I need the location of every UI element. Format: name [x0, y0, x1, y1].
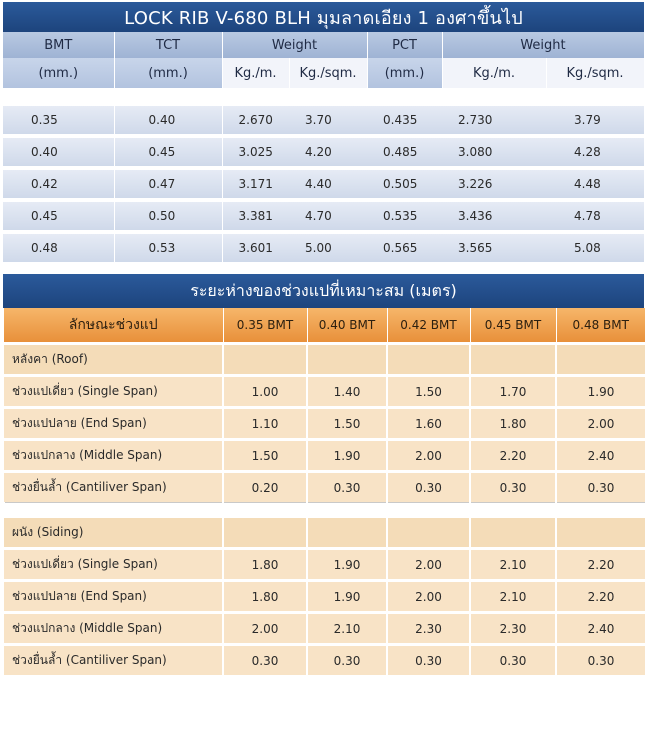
kg-per-m-value: 2.670 — [222, 104, 289, 136]
span-value: 2.20 — [470, 440, 556, 472]
bmt-column-header: 0.35 BMT — [223, 308, 307, 344]
kg-per-m-value: 3.436 — [442, 200, 546, 232]
span-type-label: ช่วงแปปลาย (End Span) — [4, 408, 223, 440]
kg-per-m-value: 2.730 — [442, 104, 546, 136]
pct-value: 0.535 — [367, 200, 442, 232]
table-row — [4, 472, 645, 503]
roof-section-label: หลังคา (Roof) — [4, 344, 223, 376]
bmt-column-header: 0.42 BMT — [387, 308, 470, 344]
span-value: 2.00 — [223, 613, 307, 645]
tct-value: 0.50 — [114, 200, 222, 232]
span-value: 1.70 — [470, 376, 556, 408]
table-row — [3, 232, 644, 262]
span-value: 1.00 — [223, 376, 307, 408]
kg-per-m-value: 3.565 — [442, 232, 546, 262]
kg-per-m-value: 3.226 — [442, 168, 546, 200]
tct-value: 0.47 — [114, 168, 222, 200]
table-row — [3, 104, 644, 136]
span-value: 2.20 — [556, 581, 645, 613]
bmt-value: 0.35 — [3, 104, 114, 136]
kg-per-sqm-value: 4.48 — [546, 168, 644, 200]
section-divider — [4, 503, 645, 517]
kg-per-m-value: 3.381 — [222, 200, 289, 232]
roof-section-row — [4, 344, 645, 376]
span-value: 2.30 — [470, 613, 556, 645]
weight-header: Weight — [222, 32, 367, 58]
spec-sheet — [3, 2, 644, 675]
empty-cell — [307, 344, 387, 376]
empty-cell — [556, 344, 645, 376]
span-type-label: ช่วงแปเดี่ยว (Single Span) — [4, 376, 223, 408]
span-value: 0.30 — [223, 645, 307, 676]
pct-value: 0.485 — [367, 136, 442, 168]
span-value: 1.80 — [223, 581, 307, 613]
span-value: 1.60 — [387, 408, 470, 440]
weight-table — [3, 2, 645, 274]
span-value: 2.00 — [387, 440, 470, 472]
bmt-value: 0.40 — [3, 136, 114, 168]
span-type-label: ช่วงแปกลาง (Middle Span) — [4, 440, 223, 472]
span-value: 2.10 — [470, 549, 556, 581]
kg-per-sqm-value: 3.79 — [546, 104, 644, 136]
bmt-column-header: 0.45 BMT — [470, 308, 556, 344]
tct-value: 0.40 — [114, 104, 222, 136]
span-value: 0.30 — [307, 472, 387, 503]
span-value: 2.30 — [387, 613, 470, 645]
kg-per-sqm-value: 4.40 — [289, 168, 367, 200]
table-row — [4, 549, 645, 581]
bmt-header: BMT — [3, 32, 114, 58]
span-value: 2.40 — [556, 440, 645, 472]
span-table-title: ระยะห่างของช่วงแปที่เหมาะสม (เมตร) — [3, 274, 644, 308]
table-row — [3, 200, 644, 232]
span-value: 0.30 — [387, 472, 470, 503]
kg-per-sqm-value: 3.70 — [289, 104, 367, 136]
table-row — [4, 613, 645, 645]
empty-cell — [387, 517, 470, 549]
span-value: 1.90 — [307, 581, 387, 613]
empty-cell — [223, 517, 307, 549]
span-value: 2.40 — [556, 613, 645, 645]
table-row — [3, 136, 644, 168]
kg-per-sqm-header: Kg./sqm. — [546, 58, 644, 88]
span-value: 1.40 — [307, 376, 387, 408]
span-type-label: ช่วงแปเดี่ยว (Single Span) — [4, 549, 223, 581]
kg-per-sqm-value: 4.20 — [289, 136, 367, 168]
pct-value: 0.435 — [367, 104, 442, 136]
span-type-label: ช่วงแปปลาย (End Span) — [4, 581, 223, 613]
tct-value: 0.45 — [114, 136, 222, 168]
kg-per-sqm-value: 5.00 — [289, 232, 367, 262]
span-type-label: ช่วงยื่นล้ำ (Cantiliver Span) — [4, 645, 223, 676]
kg-per-m-value: 3.025 — [222, 136, 289, 168]
span-value: 1.50 — [387, 376, 470, 408]
kg-per-m-header: Kg./m. — [442, 58, 546, 88]
span-value: 1.90 — [307, 549, 387, 581]
span-type-label: ช่วงแปกลาง (Middle Span) — [4, 613, 223, 645]
table-row — [4, 645, 645, 676]
siding-section-row — [4, 517, 645, 549]
kg-per-m-value: 3.171 — [222, 168, 289, 200]
span-value: 1.80 — [223, 549, 307, 581]
empty-cell — [556, 517, 645, 549]
empty-cell — [223, 344, 307, 376]
span-value: 0.30 — [556, 645, 645, 676]
span-value: 2.00 — [387, 581, 470, 613]
span-value: 1.50 — [223, 440, 307, 472]
weight-header: Weight — [442, 32, 644, 58]
table-row — [4, 581, 645, 613]
kg-per-m-header: Kg./m. — [222, 58, 289, 88]
kg-per-m-value: 3.080 — [442, 136, 546, 168]
span-value: 0.30 — [307, 645, 387, 676]
empty-cell — [470, 344, 556, 376]
span-value: 0.30 — [470, 645, 556, 676]
span-table — [3, 308, 645, 675]
tct-value: 0.53 — [114, 232, 222, 262]
kg-per-sqm-value: 4.70 — [289, 200, 367, 232]
bmt-value: 0.48 — [3, 232, 114, 262]
span-value: 0.30 — [387, 645, 470, 676]
span-value: 2.10 — [307, 613, 387, 645]
siding-section-label: ผนัง (Siding) — [4, 517, 223, 549]
span-type-label: ช่วงยื่นล้ำ (Cantiliver Span) — [4, 472, 223, 503]
span-value: 2.00 — [556, 408, 645, 440]
bmt-value: 0.42 — [3, 168, 114, 200]
span-value: 1.90 — [556, 376, 645, 408]
span-value: 2.00 — [387, 549, 470, 581]
bmt-unit: (mm.) — [3, 58, 114, 88]
table-row — [4, 376, 645, 408]
span-value: 0.30 — [556, 472, 645, 503]
span-value: 2.20 — [556, 549, 645, 581]
span-value: 0.20 — [223, 472, 307, 503]
span-value: 2.10 — [470, 581, 556, 613]
span-value: 1.10 — [223, 408, 307, 440]
tct-unit: (mm.) — [114, 58, 222, 88]
empty-cell — [387, 344, 470, 376]
bmt-value: 0.45 — [3, 200, 114, 232]
purlin-type-header: ลักษณะช่วงแป — [4, 308, 223, 344]
pct-unit: (mm.) — [367, 58, 442, 88]
kg-per-sqm-header: Kg./sqm. — [289, 58, 367, 88]
empty-cell — [307, 517, 387, 549]
table-row — [4, 440, 645, 472]
table-row — [3, 168, 644, 200]
span-value: 1.80 — [470, 408, 556, 440]
kg-per-sqm-value: 4.28 — [546, 136, 644, 168]
pct-value: 0.565 — [367, 232, 442, 262]
kg-per-sqm-value: 4.78 — [546, 200, 644, 232]
empty-cell — [470, 517, 556, 549]
bmt-column-header: 0.40 BMT — [307, 308, 387, 344]
span-value: 0.30 — [470, 472, 556, 503]
kg-per-m-value: 3.601 — [222, 232, 289, 262]
span-value: 1.50 — [307, 408, 387, 440]
kg-per-sqm-value: 5.08 — [546, 232, 644, 262]
table-row — [4, 408, 645, 440]
pct-value: 0.505 — [367, 168, 442, 200]
bmt-column-header: 0.48 BMT — [556, 308, 645, 344]
table-title: LOCK RIB V-680 BLH มุมลาดเอียง 1 องศาขึ้นไป — [3, 2, 644, 32]
tct-header: TCT — [114, 32, 222, 58]
span-value: 1.90 — [307, 440, 387, 472]
pct-header: PCT — [367, 32, 442, 58]
